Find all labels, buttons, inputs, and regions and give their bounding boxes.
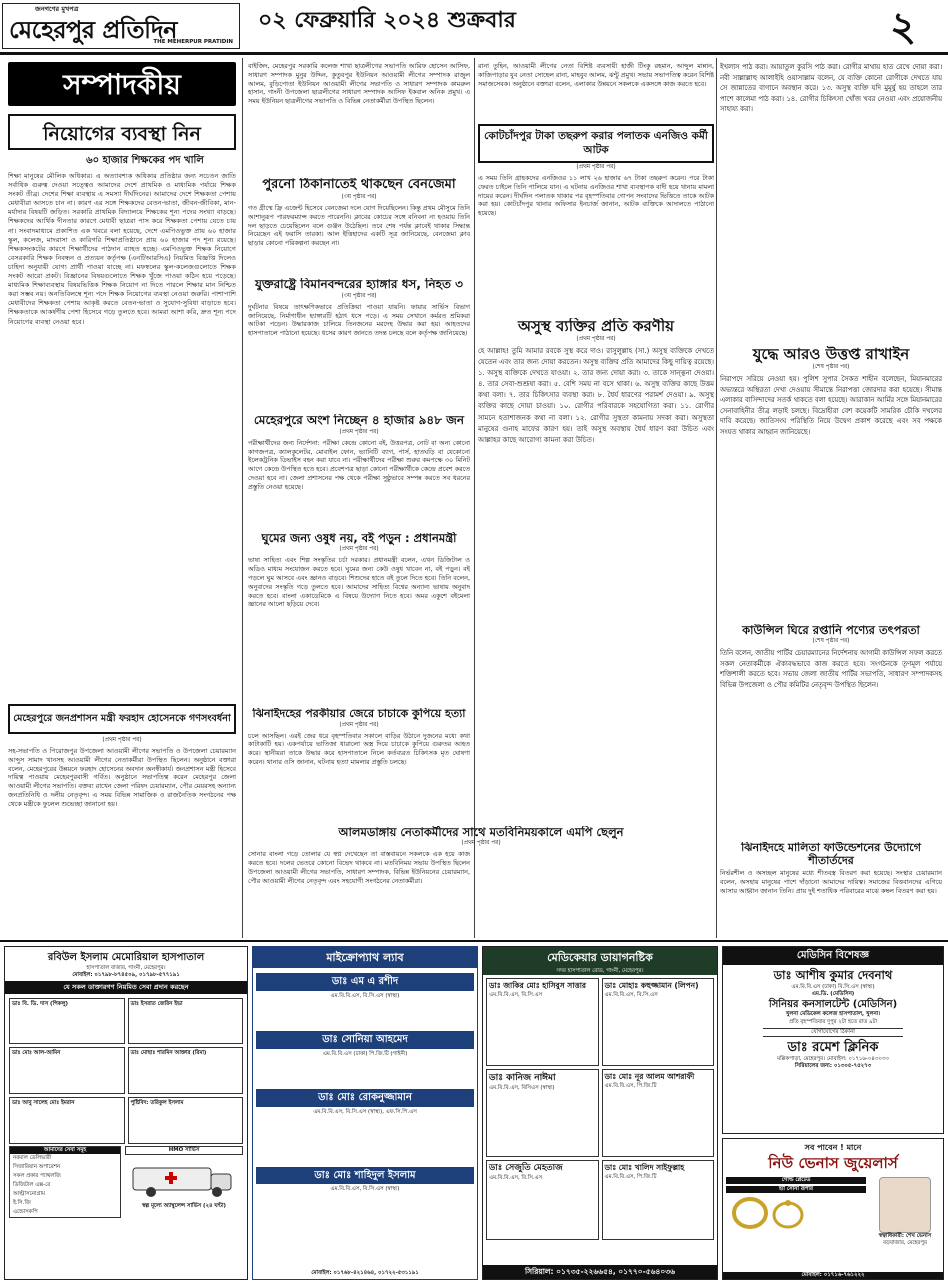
doctor-degree: এম.বি.বি.এস, বি.সি.এস (স্বাস্থ্য) bbox=[330, 992, 400, 999]
doctor-name: ডাঃ মোহাঃ কহুজ্জামান (লিপন) bbox=[604, 981, 699, 991]
doctor-name: ডাঃ মোঃ খালিদ সাইফুল্লাহ bbox=[604, 1163, 685, 1173]
story-headline: মেহেরপুরে অংশ নিচ্ছেন ৪ হাজার ৯৪৮ জন bbox=[253, 414, 465, 427]
clinic-address: মল্লিকপাড়া, মেহেরপুর। মোবাইল: ০১৭১৬-০৪৩০৩৩ bbox=[777, 1056, 889, 1063]
specialist-time: প্রতি বৃহস্পতিবার দুপুর ২টা হতে রাত ৯টা bbox=[788, 1018, 878, 1025]
jewelry-icon bbox=[726, 1193, 816, 1233]
ad-bar: যে সকল ডাক্তারগণ নিয়মিত সেবা প্রদান করছেন bbox=[5, 981, 247, 994]
diagnostic-phone: সিরিয়াল: ০১৭৩৫-২২৬৬৫৪, ০১৭৭০-৫৬৪০৩৬ bbox=[483, 1265, 717, 1279]
newspaper-name: মেহেরপুর প্রতিদিন bbox=[9, 16, 177, 44]
continued-note: (শেষ পৃষ্ঠার পর) bbox=[812, 638, 850, 645]
story-hangar bbox=[248, 278, 470, 408]
ambulance-text: স্বল্প মূল্যে অ্যাম্বুলেন্স সার্ভিস (২৪ ঘন্টা) bbox=[142, 1202, 226, 1209]
doctor-card: পুষ্টিবিদ: তরিকুল ইসলাম bbox=[128, 1097, 244, 1144]
newspaper-logo bbox=[2, 3, 240, 49]
clinic-name: ডাঃ রমেশ ক্লিনিক bbox=[787, 1039, 879, 1055]
editorial-subhead: ৬০ হাজার শিক্ষকের পদ খালি bbox=[86, 155, 204, 166]
editorial-banner-text: সম্পাদকীয় bbox=[63, 68, 181, 101]
editorial-headline: নিয়োগের ব্যবস্থা নিন bbox=[8, 114, 236, 150]
lab-phone: মোবাইল: ০১৭৬৮-৪২১৪৬৪, ০১৭২২-৫৩১১৯১ bbox=[311, 1269, 419, 1276]
doctor-degree: এম.বি.বি.এস, বি.সি.এস bbox=[489, 1174, 543, 1181]
doctor-card: ডাঃ আবু সালেহ মোঃ ইমরান bbox=[9, 1097, 125, 1144]
specialist-post: সিনিয়র কনসালটেন্ট (মেডিসিন) bbox=[768, 998, 898, 1010]
ad-address: হাসপাতাল বাজার, গাংনী, মেহেরপুর। bbox=[86, 964, 166, 971]
story-headline: পুরনো ঠিকানাতেই থাকছেন বেনজেমা bbox=[262, 178, 456, 192]
jewel-owner: স্বত্বাধিকারী: শেখ ভেনাস bbox=[878, 1232, 932, 1239]
doctor-card bbox=[486, 1069, 599, 1157]
story-council bbox=[720, 624, 942, 836]
specialist-heading: মেডিসিন বিশেষজ্ঞ bbox=[723, 947, 943, 965]
lab-logo: মাইক্রোপ্যাথ ল্যাব bbox=[253, 947, 477, 968]
jewel-item: গোল্ড প্লেটেড bbox=[726, 1177, 866, 1184]
continued-note: (শেষ পৃষ্ঠার পর) bbox=[812, 364, 850, 371]
service-item: সকল প্রকার প্যাথলজি bbox=[13, 1172, 61, 1179]
specialist-hospital: খুলনা মেডিকেল কলেজ হাসপাতাল, খুলনা। bbox=[785, 1011, 881, 1018]
doctor-card bbox=[602, 1069, 715, 1157]
service-item: এন্ডোসকপি bbox=[13, 1208, 38, 1215]
story-sick-person bbox=[478, 318, 714, 938]
story-headline: আলমডাঙ্গায় নেতাকর্মীদের সাথে মতবিনিময়কালে এমপি ছেলুন bbox=[338, 826, 624, 839]
column-divider bbox=[716, 58, 717, 938]
story-body: হে আল্লাহ! তুমি আমার রবকে সুস্থ করে দাও। রাসুলুল্লাহ (সা.) অসুস্থ ব্যক্তিকে দেখতে যেতেন এবং তার জন্য দোয়া করতেন। অসুস্থ ব্যক্তির প্রতি আমাদের কিছু দায়িত্ব রয়েছে। ১. অসুস্থ ব্যক্তিকে দেখতে যাওয়া। ২. তার জন্য দোয়া করা। ৩. তাকে সান্ত্বনা দেওয়া। ৪. তার সেবা-শুশ্রূষা করা। ৫. বেশি সময় না বসে থাকা। ৬. অসুস্থ ব্যক্তির কাছে উত্তম কথা বলা। ৭. তার চিকিৎসার ব্যবস্থা করা। ৮. ধৈর্য ধারণের পরামর্শ দেওয়া। ৯. অসুস্থ ব্যক্তির কাছে দোয়া চাওয়া। ১০. রোগীর পরিবারকে সহযোগিতা করা। ১১. রোগীর সামনে হতাশাজনক কথা না বলা। ১২. রোগীর সুস্থতা কামনায় সদকা করা। অসুস্থতা মানুষের গুনাহ মাফের কারণ হয়। তাই অসুস্থ অবস্থায় ধৈর্য ধারণ করা উচিত এবং আল্লাহর কাছে আরোগ্য কামনা করা উচিত। bbox=[478, 347, 714, 444]
services-box bbox=[9, 1146, 121, 1218]
continued-note: (প্রথম পৃষ্ঠার পর) bbox=[576, 163, 616, 170]
jewel-item: হ্যাঁ সোনা রূপার bbox=[726, 1186, 866, 1193]
service-item: সিজারিয়ান অপারেশন bbox=[13, 1163, 61, 1170]
story-headline: অসুস্থ ব্যক্তির প্রতি করণীয় bbox=[518, 318, 674, 335]
ad-title: রবিউল ইসলাম মেমোরিয়াল হাসপাতাল bbox=[47, 952, 205, 963]
story-exam bbox=[248, 414, 470, 528]
story-rakhine bbox=[720, 346, 942, 618]
story-body: পরীক্ষার্থীদের জন্য নির্দেশনা: পরীক্ষা কেন্দ্রে কোনো বই, উত্তরপত্র, নোট বা অন্য কোনো কাগজপত্র, ক্যালকুলেটর, মোবাইল ফোন, ভ্যানিটি ব্যাগ, পার্স, হাতঘড়ি বা যেকোনো ইলেকট্রনিক ডিভাইস বহন করা যাবে না। পরীক্ষার্থীদের পরীক্ষা শুরুর কমপক্ষে ৩০ মিনিট আগে কেন্দ্রে উপস্থিত হতে হবে। প্রবেশপত্র ছাড়া কোনো পরীক্ষার্থীকে কেন্দ্রে প্রবেশ করতে দেওয়া হবে না। জেলা প্রশাসনের পক্ষ থেকে পরীক্ষা সুষ্ঠুভাবে সম্পন্ন করতে সব ধরনের প্রস্তুতি নেওয়া হয়েছে। bbox=[248, 438, 470, 491]
issue-date: ০২ ফেব্রুয়ারি ২০২৪ শুক্রবার bbox=[258, 8, 516, 33]
story-headline: ঝিনাইদহের পরকীয়ার জেরে চাচাকে কুপিয়ে হত্যা bbox=[252, 708, 466, 720]
continued-note: (প্রথম পৃষ্ঠার পর) bbox=[339, 546, 379, 553]
doctor-degree: এম.বি.বি.এস, পি.জি.টি bbox=[604, 1082, 657, 1089]
doctor-name: ডাঃ মোঃ রোকনুজ্জামান bbox=[256, 1089, 474, 1107]
editorial-body: শিক্ষা মানুষের মৌলিক অধিকার। এ অত্যাবশ্যক অধিকার প্রতিষ্ঠার জন্য সচেতন জাতি সর্বাধিক গুরুত্ব দেওয়া সত্ত্বেও আমাদের দেশে প্রাথমিক ও মাধ্যমিক পর্যায়ে শিক্ষক সংকট তীব্র। দেশের শিক্ষা ব্যবস্থায় এ সমস্যা দীর্ঘদিনের। আমাদের দেশে শিক্ষকতা পেশায় মেধাবীরা আসতে চান না। কারণ এর সঙ্গে শিক্ষকদের বেতন-ভাতা, জীবন-জীবিকা, মান-মর্যাদার বিষয়টি জড়িত। সরকারি প্রাথমিক বিদ্যালয়ে শিক্ষকের শূন্য পদের সংখ্যা বাড়ছে। শিক্ষকদের আর্থিক দীনতার কারণে মেধাবী ছাত্ররা পাস করে শিক্ষকতা পেশায় যেতে চায় না। সংবাদমাধ্যমে প্রকাশিত এক খবরে বলা হয়েছে, দেশে এমপিওভুক্ত প্রায় ৬০ হাজার স্কুল, কলেজ, মাদরাসা ও কারিগরি শিক্ষাপ্রতিষ্ঠানে প্রায় ৬০ হাজার পদ শূন্য রয়েছে। শিক্ষকসংকটের কারণে শিক্ষার্থীদের পাঠদান ব্যাহত হচ্ছে। এমপিওভুক্ত শিক্ষক নিয়োগে বেসরকারি শিক্ষক নিবন্ধন ও প্রত্যয়ন কর্তৃপক্ষ (এনটিআরসিএ) নিয়মিত বিজ্ঞপ্তি দিলেও চাহিদা অনুযায়ী যোগ্য প্রার্থী পাওয়া যাচ্ছে না। মফস্বলের স্কুল-কলেজগুলোতে শিক্ষক সংকট আরো প্রকট। বিজ্ঞানের বিষয়গুলোতে শিক্ষক খুঁজে পাওয়া কঠিন হয়ে পড়েছে। মাধ্যমিক শিক্ষাব্যবস্থায় বিষয়ভিত্তিক শিক্ষক নিয়োগ না দিতে পারলে শিক্ষার মান নিশ্চিত করা সম্ভব নয়। অনতিবিলম্বে শূন্য পদে শিক্ষক নিয়োগের ব্যবস্থা নেওয়া জরুরি। পাশাপাশি মেধাবীদের শিক্ষকতা পেশায় আকৃষ্ট করতে বেতন-ভাতা ও সুযোগ-সুবিধা বাড়াতে হবে। শিক্ষকতাকে আকর্ষণীয় পেশা হিসেবে গড়ে তুলতে হবে। আমরা আশা করি, দ্রুত শূন্য পদে নিয়োগের ব্যবস্থা নেওয়া হবে। bbox=[8, 172, 236, 326]
doctor-degree: এম.বি.বি.এস, পি.জি.টি bbox=[604, 1173, 657, 1180]
story-body: এ সময় তিনি গ্রাহকদের এনজিওর ১১ লাখ ২৬ হাজার ৬৭ টাকা তছরুপ করেন। পরে টাকা ফেরত চাইলে তিনি পালিয়ে যান। এ ঘটনায় এনজিওর শাখা ব্যবস্থাপক বাদী হয়ে থানায় মামলা দায়ের করেন। দীর্ঘদিন পলাতক থাকার পর বৃহস্পতিবার গোপন সংবাদের ভিত্তিতে তাকে আটক করা হয়। কোটচাঁদপুর থানার অফিসার ইনচার্জ জানান, আটক ব্যক্তিকে আদালতে পাঠানো হয়েছে। bbox=[478, 173, 714, 218]
story-headline: মেহেরপুরে জনপ্রশাসন মন্ত্রী ফরহাদ হোসেনকে গণসংবর্ধনা bbox=[13, 713, 231, 724]
specialist-degree: এম.বি.বি.এস (ঢাকা) বি.সি.এস (স্বাস্থ্য) bbox=[791, 983, 875, 990]
doctor-name: ডাঃ এম এ রশীদ bbox=[256, 973, 474, 991]
story-body: ইখলাস পাঠ করা। আয়াতুল কুরসি পাঠ করা। রোগীর মাথায় হাত রেখে দোয়া করা। নবী সাল্লাল্লাহু আলাইহি ওয়াসাল্লাম বলেন, যে ব্যক্তি কোনো রোগীকে দেখতে যায় সে জান্নাতের বাগানে অবস্থান করে। ১৩. অসুস্থ ব্যক্তি যদি মুমূর্ষু হয় তাহলে তার পাশে কালেমা পাঠ করা। ১৪. রোগীর চিকিৎসা খোঁজ খবর নেওয়া এবং প্রয়োজনীয় সাহায্য করা। bbox=[720, 63, 942, 114]
specialist-name: ডাঃ আশীষ কুমার দেবনাথ bbox=[773, 967, 893, 982]
doctor-degree: এম.বি.বি.এস, বিসিএস (স্বাস্থ্য) bbox=[489, 1084, 555, 1091]
story-pm-books bbox=[248, 532, 470, 704]
story-body: সহ-সভাপতি ও পিরোজপুর উপজেলা আওয়ামী লীগের সভাপতি ও উপজেলা চেয়ারম্যান আব্দুস সামাদ খানসহ আওয়ামী লীগের নেতাকর্মীরা উপস্থিত ছিলেন। অনুষ্ঠানে বক্তারা বলেন, মেহেরপুরের উন্নয়নে ফরহাদ হোসেনের অবদান অনস্বীকার্য। জনপ্রশাসন মন্ত্রী হিসেবে দায়িত্ব পাওয়ায় মেহেরপুরবাসী গর্বিত। অনুষ্ঠানে সভাপতিত্ব করেন মেহেরপুর জেলা আওয়ামী লীগের সভাপতি। বক্তব্য রাখেন জেলা পরিষদ চেয়ারম্যান, পৌর মেয়রসহ অন্যান্য জনপ্রতিনিধি ও দলীয় নেতৃবৃন্দ। এ সময় বিভিন্ন সামাজিক ও রাজনৈতিক সংগঠনের পক্ষ থেকে মন্ত্রীকে ফুলেল শুভেচ্ছা জানানো হয়। bbox=[8, 746, 236, 808]
ad-rabiul-hospital bbox=[4, 946, 248, 1280]
doctor-degree: এম.বি.বি.এস, বি.সি.এস (স্বাস্থ্য), এফ.সি.পি.এস bbox=[313, 1108, 417, 1115]
masthead bbox=[0, 0, 948, 52]
story-jhenaidah bbox=[248, 708, 470, 820]
ads-rule bbox=[0, 940, 948, 942]
masthead-tagline: জনগণের মুখপত্র bbox=[35, 5, 79, 13]
story-body: নিরাপদে সরিয়ে নেওয়া হয়। পুলিশ সুপার সৈকত শাহীন বলেছেন, মিয়ানমারের অভ্যন্তরে অস্থিরতা দেখা দেওয়ায় সীমান্তে নিরাপত্তা জোরদার করা হয়েছে। সীমান্ত এলাকার বাসিন্দাদের সতর্ক থাকতে বলা হয়েছে। আরাকান আর্মির সঙ্গে মিয়ানমারের সেনাবাহিনীর তীব্র লড়াই চলছে। বিদ্রোহীরা বেশ কয়েকটি সামরিক চৌকি দখলের দাবি করেছে। জাতিসংঘ পরিস্থিতি নিয়ে উদ্বেগ প্রকাশ করেছে এবং সব পক্ষকে সংযত থাকার আহ্বান জানিয়েছে। bbox=[720, 375, 942, 436]
jewel-name: নিউ ভেনাস জুয়েলার্স bbox=[768, 1154, 898, 1173]
story-body: রানা তুহিন, আওয়ামী লীগের নেতা বিশিষ্ট ব্যবসায়ী হাজী টিংকু রহমান, আব্দুল মান্নান, কাজিপাড়ার যুব নেতা সোহেল রানা, মাহবুব আলম, ঝন্টু প্রমুখ। সভায় সভাপতিত্ব করেন বিশিষ্ট সমাজসেবক। অনুষ্ঠানে বক্তারা বলেন, এলাকার উন্নয়নে সকলকে একসঙ্গে কাজ করতে হবে। bbox=[478, 62, 714, 88]
doctor-name: ডাঃ সোনিয়া আহমেদ bbox=[256, 1031, 474, 1049]
ad-medicare-diagnostic bbox=[482, 946, 718, 1280]
service-item: ডিজিটাল এক্স-রে bbox=[13, 1181, 51, 1188]
doctor-degree: এম.বি.বি.এস, বি.সি.এস bbox=[604, 991, 658, 998]
story-malita bbox=[720, 842, 942, 938]
doctor-card: ডাঃ মোঃ আল-আমিন bbox=[9, 1047, 125, 1094]
story-body: ভাষা সাহিত্য এবং শিল্প সংস্কৃতির চর্চা দরকার। প্রধানমন্ত্রী বলেন, এখন ডিজিটাল ও অডিও মাধ্যম সংযোজন করতে হবে। ঘুমের জন্য কেউ ওষুধ খাবেন না, বই পড়ুন। বই পড়লে ঘুম আসবে এবং জ্ঞানও বাড়বে। শিশুদের হাতে বই তুলে দিতে হবে। তিনি বলেন, অনুবাদের সংস্কৃতি গড়ে তুলতে হবে। আমাদের সাহিত্য বিশ্বের অন্যান্য ভাষায় অনুবাদ করতে হবে। বাংলা একাডেমিকে এ বিষয়ে উদ্যোগ নিতে হবে। অমর একুশে বইমেলা জ্ঞানের আলো ছড়িয়ে দেবে। bbox=[248, 556, 470, 609]
continued-note: (৩য় পৃষ্ঠার পর) bbox=[341, 292, 377, 299]
story-body: চলে আসছিল। এরই জের ধরে বৃহস্পতিবার সকালে বাড়ির উঠানে দুজনের মধ্যে কথা কাটাকাটি হয়। একপর্যায়ে ভাতিজা ধারালো অস্ত্র দিয়ে চাচাকে কুপিয়ে গুরুতর আহত করে। স্থানীয়রা তাকে উদ্ধার করে হাসপাতালে নিলে কর্তব্যরত চিকিৎসক মৃত ঘোষণা করেন। থানার ওসি জানান, ঘটনায় হত্যা মামলার প্রস্তুতি চলছে। bbox=[248, 731, 470, 767]
story-ngo bbox=[478, 124, 714, 312]
story-body: গত গ্রীষ্মে ফ্রি এজেন্ট হিসেবে বেনজেমা দলে যোগ দিয়েছিলেন। কিন্তু প্রথম মৌসুমে তিনি আশানুরূপ পারফরম্যান্স করতে পারেননি। ক্লাবের কোচের সঙ্গে বনিবনা না হওয়ায় তিনি দল ছাড়তে চেয়েছিলেন বলে গুঞ্জন উঠেছিল। তবে শেষ পর্যন্ত ক্লাবেই থাকার সিদ্ধান্ত নিয়েছেন এই ফরাসি তারকা। আল ইত্তিহাদের একটি সূত্র জানিয়েছে, বেনজেমা ক্লাব ছাড়ার কোনো পরিকল্পনা করছেন না। bbox=[248, 203, 470, 248]
page-number: ২ bbox=[889, 4, 916, 50]
continued-note: (প্রথম পৃষ্ঠার পর) bbox=[576, 336, 616, 343]
doctor-name: ডাঃ সেজুতি মেহতাজ bbox=[489, 1163, 563, 1174]
diagnostic-address: সদর হাসপাতাল রোড, গাংনী, মেহেরপুর। bbox=[483, 968, 717, 975]
story-headline-box bbox=[8, 704, 236, 734]
doctor-name: ডাঃ কানিজ নাঈমা bbox=[489, 1073, 556, 1084]
service-item: নরমাল ডেলিভারী bbox=[13, 1154, 52, 1161]
continued-note: (৩য় পৃষ্ঠার পর) bbox=[341, 193, 377, 200]
doctor-name: ডাঃ মোঃ শাহিদুল ইসলাম bbox=[256, 1167, 474, 1185]
continued-note: (প্রথম পৃষ্ঠার পর) bbox=[102, 737, 142, 743]
story-headline: ঘুমের জন্য ওষুধ নয়, বই পড়ুন : প্রধানমন্ত্রী bbox=[261, 532, 457, 545]
doctor-card bbox=[486, 978, 599, 1066]
doctor-degree: এম.বি.বি.এস, বি.সি.এস bbox=[489, 991, 543, 998]
services-title: আমাদের সেবা সমূহ bbox=[10, 1147, 120, 1154]
story-headline: কাউন্সিল ঘিরে রপ্তানি পণ্যের তৎপরতা bbox=[742, 624, 920, 637]
contact-label: যোগাযোগের ঠিকানা bbox=[763, 1028, 903, 1037]
owner-photo bbox=[879, 1177, 931, 1233]
service-item: ই.সি.জি bbox=[13, 1199, 31, 1206]
specialist-md: এম.ডি. (মেডিসিন) bbox=[811, 990, 855, 997]
doctor-card bbox=[602, 978, 715, 1066]
story-headline: যুক্তরাষ্ট্রে বিমানবন্দরের হ্যাঙ্গার ধস, নিহত ৩ bbox=[255, 278, 463, 291]
continued-note: (প্রথম পৃষ্ঠার পর) bbox=[339, 428, 379, 435]
story-body: সোনার বাংলা গড়ে তোলার যে স্বপ্ন দেখেছেন তা বাস্তবায়নে সকলকে এক হয়ে কাজ করতে হবে। দলের ভেতরে কোনো বিভেদ থাকবে না। মতবিনিময় সভায় উপস্থিত ছিলেন উপজেলা আওয়ামী লীগের সভাপতি, সাধারণ সম্পাদক, বিভিন্ন ইউনিয়নের চেয়ারম্যান, পৌর আওয়ামী লীগের নেতৃবৃন্দ এবং সহযোগী সংগঠনের নেতাকর্মীরা। bbox=[248, 850, 470, 885]
ad-medicine-specialist bbox=[722, 946, 944, 1134]
story-body: নির্ভরশীল ও অসচ্ছল মানুষের মধ্যে শীতবস্ত্র বিতরণ করা হয়েছে। সংস্থার চেয়ারম্যান বলেন, অসহায় মানুষের পাশে দাঁড়ানো আমাদের দায়িত্ব। সমাজের বিত্তবানদের এগিয়ে আসার আহ্বান জানান তিনি। প্রায় দুই শতাধিক পরিবারের মাঝে কম্বল বিতরণ করা হয়। bbox=[720, 869, 942, 895]
header-rule bbox=[0, 52, 948, 55]
newspaper-name-english: THE MEHERPUR PRATIDIN bbox=[153, 39, 233, 46]
jewel-top: সব পাবেন ! মানে bbox=[804, 1143, 862, 1152]
jewel-phone: মোবাইল: ০১৭১৬-৭৬১২২২ bbox=[723, 1272, 943, 1279]
column-divider bbox=[474, 58, 475, 938]
editorial-banner bbox=[8, 62, 236, 106]
story-headline: কোটচাঁদপুর টাকা তছরুপ করার পলাতক এনজিও কর্মী আটক bbox=[478, 124, 714, 163]
jewel-address: বড়বাজার, মেহেরপুর bbox=[883, 1239, 927, 1246]
story-body: তিনি বলেন, জাতীয় পার্টির চেয়ারম্যানের নির্দেশনায় আগামী কাউন্সিল সফল করতে সকল নেতাকর্মীকে ঐক্যবদ্ধভাবে কাজ করতে হবে। সংগঠনকে তৃণমূল পর্যায়ে শক্তিশালী করতে হবে। সভায় জেলা জাতীয় পার্টির সভাপতি, সাধারণ সম্পাদকসহ বিভিন্ন উপজেলা ও পৌর কমিটির নেতৃবৃন্দ উপস্থিত ছিলেন। bbox=[720, 649, 942, 689]
clinic-serial: সিরিয়ালের জন্য: ০১৩০৫-৭৫২৭৩ bbox=[794, 1063, 872, 1070]
doctor-card: ডাঃ ইসরাত জেরিন ইভা bbox=[128, 998, 244, 1045]
story-body: বাইজিদ, মেহেরপুর সরকারি কলেজ শাখা ছাত্রলীগের সভাপতি আরিফ হোসেন আসিফ, সাধারণ সম্পাদক মুনুর উদ্দিন, কুতুবপুর ইউনিয়ন আওয়ামী লীগের সম্পাদক রাজুল আলম, বুড়িপোতা ইউনিয়ন আওয়ামী লীগের সভাপতি ও সাধারণ সম্পাদক কামরুল হাসান, গাংনী উপজেলা ছাত্রলীগের সাধারণ সম্পাদক আসিফ ইকবাল অনিক প্রমুখ। এ সময় ইউনিয়ন ছাত্রলীগের সভাপতি ও বিভিন্ন নেতাকর্মীরা উপস্থিত ছিলেন। bbox=[248, 62, 470, 106]
story-headline: যুদ্ধে আরও উত্তপ্ত রাখাইন bbox=[752, 346, 910, 363]
hmo-label: HMO সার্ভিস bbox=[125, 1146, 243, 1155]
doctor-card: ডাঃ মোছাঃ শারমিন আক্তার (রিমা) bbox=[128, 1047, 244, 1094]
story-body: দুর্ঘটনার বিষয়ে তাৎক্ষণিকভাবে প্রতিক্রিয়া পাওয়া যায়নি। ফায়ার সার্ভিস বিভাগ জানিয়েছে, নির্মাণাধীন হ্যাঙ্গারটি হঠাৎ ধসে পড়ে। এ সময় সেখানে কর্মরত শ্রমিকরা আটকা পড়েন। উদ্ধারকাজ চালিয়ে তিনজনের মরদেহ উদ্ধার করা হয়। আহতদের হাসপাতালে পাঠানো হয়েছে। ধসের কারণ জানতে তদন্ত চলছে বলে কর্তৃপক্ষ জানিয়েছে। bbox=[248, 302, 470, 338]
ad-jewellers bbox=[722, 1138, 944, 1280]
doctor-name: ডাঃ মোঃ নূর আলম আশরাফী bbox=[604, 1072, 695, 1082]
diagnostic-title: মেডিকেয়ার ডায়াগনষ্টিক bbox=[483, 947, 717, 968]
continued-note: (প্রথম পৃষ্ঠার পর) bbox=[461, 840, 501, 847]
ad-phone: মোবাইল: ০১৭৯৮-৮৭৪৫০৯, ০১৭৯৮-৫৭৭১৯১ bbox=[72, 971, 180, 978]
doctor-card: ডাঃ বি. ডি. দাস (পিকলু) bbox=[9, 998, 125, 1045]
doctor-degree: এম.বি.বি.এস (ঢাকা) পি.জি.টি (গাইনী) bbox=[322, 1050, 408, 1057]
story-benzema bbox=[248, 178, 470, 274]
story-headline: ঝিনাইদহে মালিতা ফাউন্ডেশনের উদ্যোগে শীতার্তদের bbox=[741, 842, 921, 867]
ad-micropath-lab bbox=[252, 946, 478, 1280]
doctor-card bbox=[486, 1160, 599, 1240]
doctor-name: ডাঃ জাকির মোঃ হাসিবুস সাত্তার bbox=[489, 981, 587, 991]
doctor-card bbox=[602, 1160, 715, 1240]
column-divider bbox=[242, 58, 243, 938]
doctor-degree: এম.বি.বি.এস, বি.সি.এস (স্বাস্থ্য) bbox=[330, 1186, 400, 1193]
continued-note: (প্রথম পৃষ্ঠার পর) bbox=[339, 721, 379, 728]
ambulance-icon bbox=[129, 1158, 239, 1200]
service-item: আল্ট্রাসনোগ্রাম bbox=[13, 1190, 46, 1197]
